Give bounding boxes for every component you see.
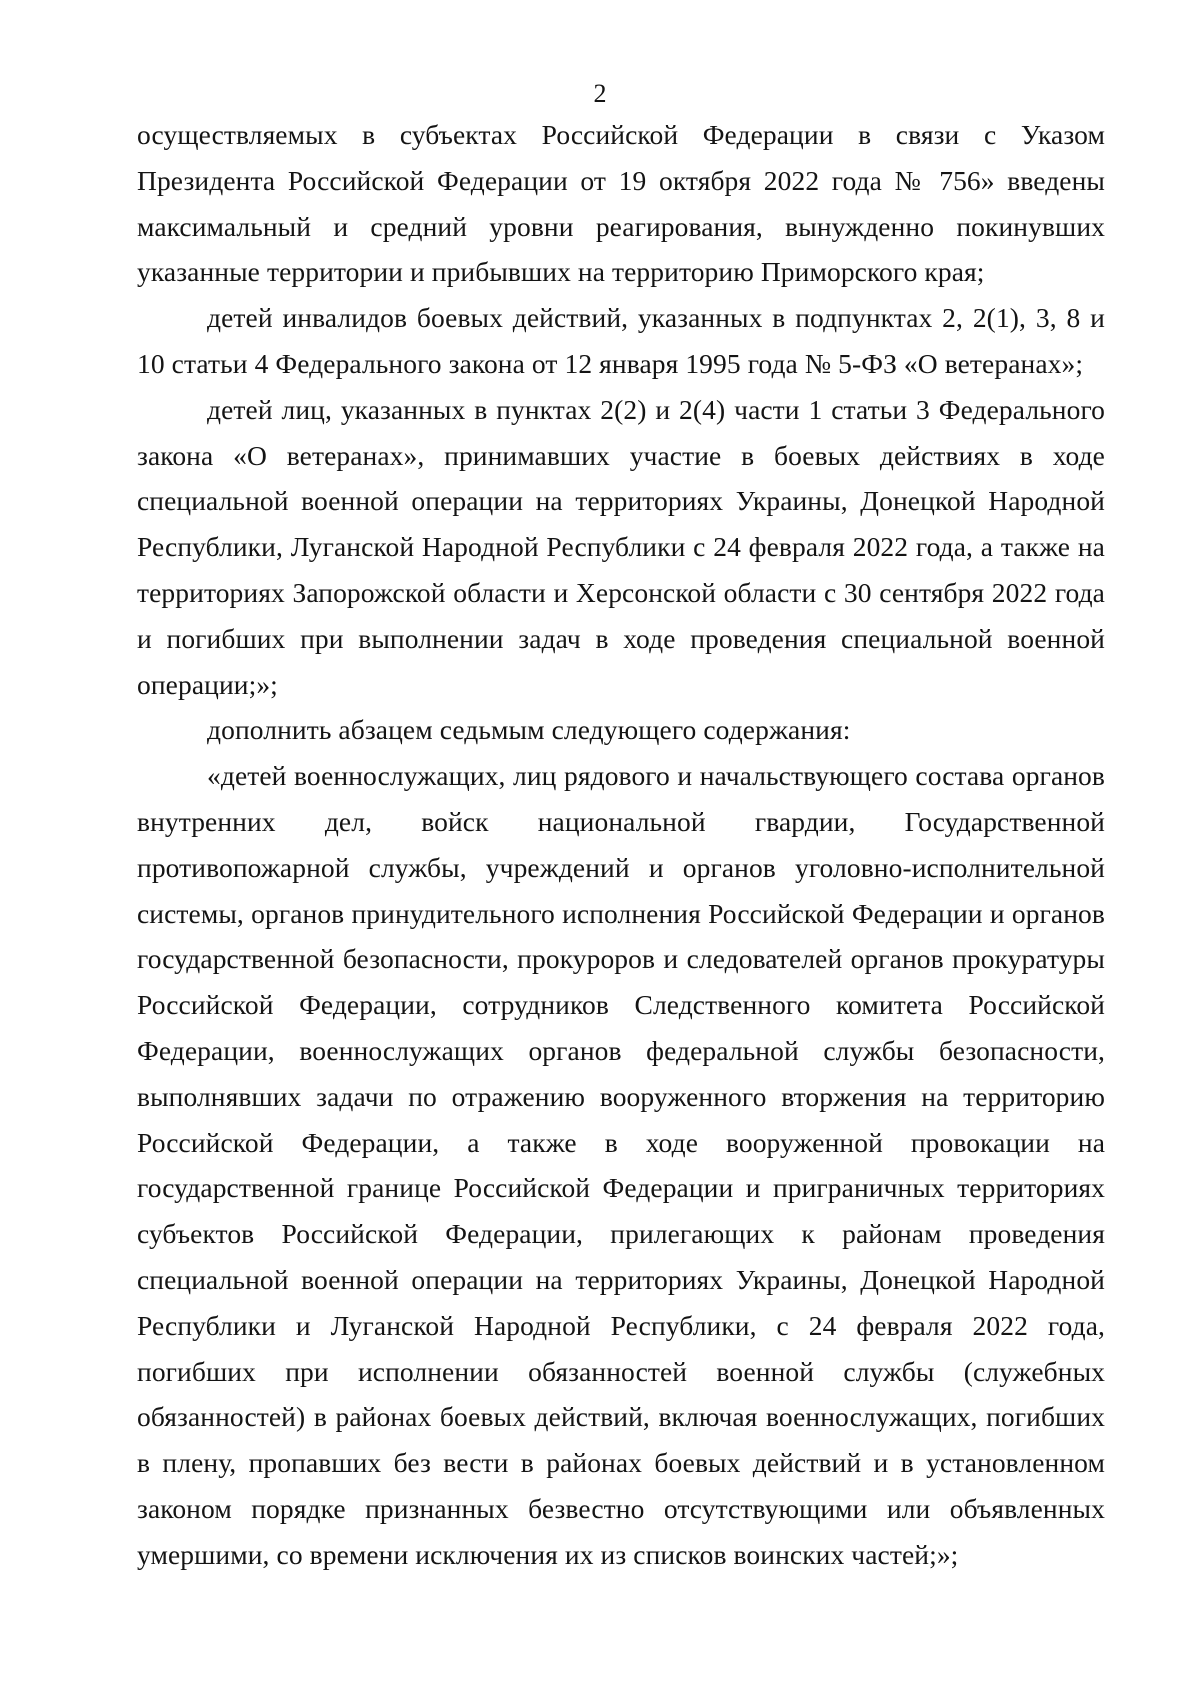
paragraph-disabled-veterans-children: детей инвалидов боевых действий, указанных в подпунктах 2, 2(1), 3, 8 и 10 статьи 4 Федерального закона от 12 января 1995 года № 5-ФЗ «О ветеранах»; [137,302,1105,379]
paragraph-continuation: осуществляемых в субъектах Российской Федерации в связи с Указом Президента Российской Федерации от 19 октября 2022 года № 756» введены максимальный и средний уровни реагирования, вынужденно покинувших указанные территории и прибывших на территорию Приморского края; [137,119,1105,288]
page-number: 2 [593,79,607,108]
paragraph-servicemen-children: «детей военнослужащих, лиц рядового и начальствующего состава органов внутренних дел, войск национальной гвардии, Государственной противопожарной службы, учреждений и органов уголовно-исполнительной системы, органов принудительного исполнения Российской Федерации и органов государственной безопасности, прокуроров и следователей органов прокуратуры Российской Федерации, сотрудников Следственного комитета Российской Федерации, военнослужащих органов федеральной службы безопасности, выполнявших задачи по отражению вооруженного вторжения на территорию Российской Федерации, а также в ходе вооруженной провокации на государственной границе Российской Федерации и приграничных территориях субъектов Российской Федерации, прилегающих к районам проведения специальной военной операции на территориях Украины, Донецкой Народной Республики и Луганской Народной Республики, с 24 февраля 2022 года, погибших при исполнении обязанностей военной службы (служебных обязанностей) в районах боевых действий, включая военнослужащих, погибших в плену, пропавших без вести в районах боевых действий и в установленном законом порядке признанных безвестно отсутствующими или объявленных умершими, со времени исключения их из списков воинских частей;»; [137,760,1105,1570]
paragraph-amendment-intro: дополнить абзацем седьмым следующего содержания: [207,714,851,746]
document-body [137,112,1105,1578]
paragraph-svo-participants-children: детей лиц, указанных в пунктах 2(2) и 2(4) части 1 статьи 3 Федерального закона «О ветеранах», принимавших участие в боевых действиях в ходе специальной военной операции на территориях Украины, Донецкой Народной Республики, Луганской Народной Республики с 24 февраля 2022 года, а также на территориях Запорожской области и Херсонской области с 30 сентября 2022 года и погибших при выполнении задач в ходе проведения специальной военной операции;»; [137,393,1105,700]
